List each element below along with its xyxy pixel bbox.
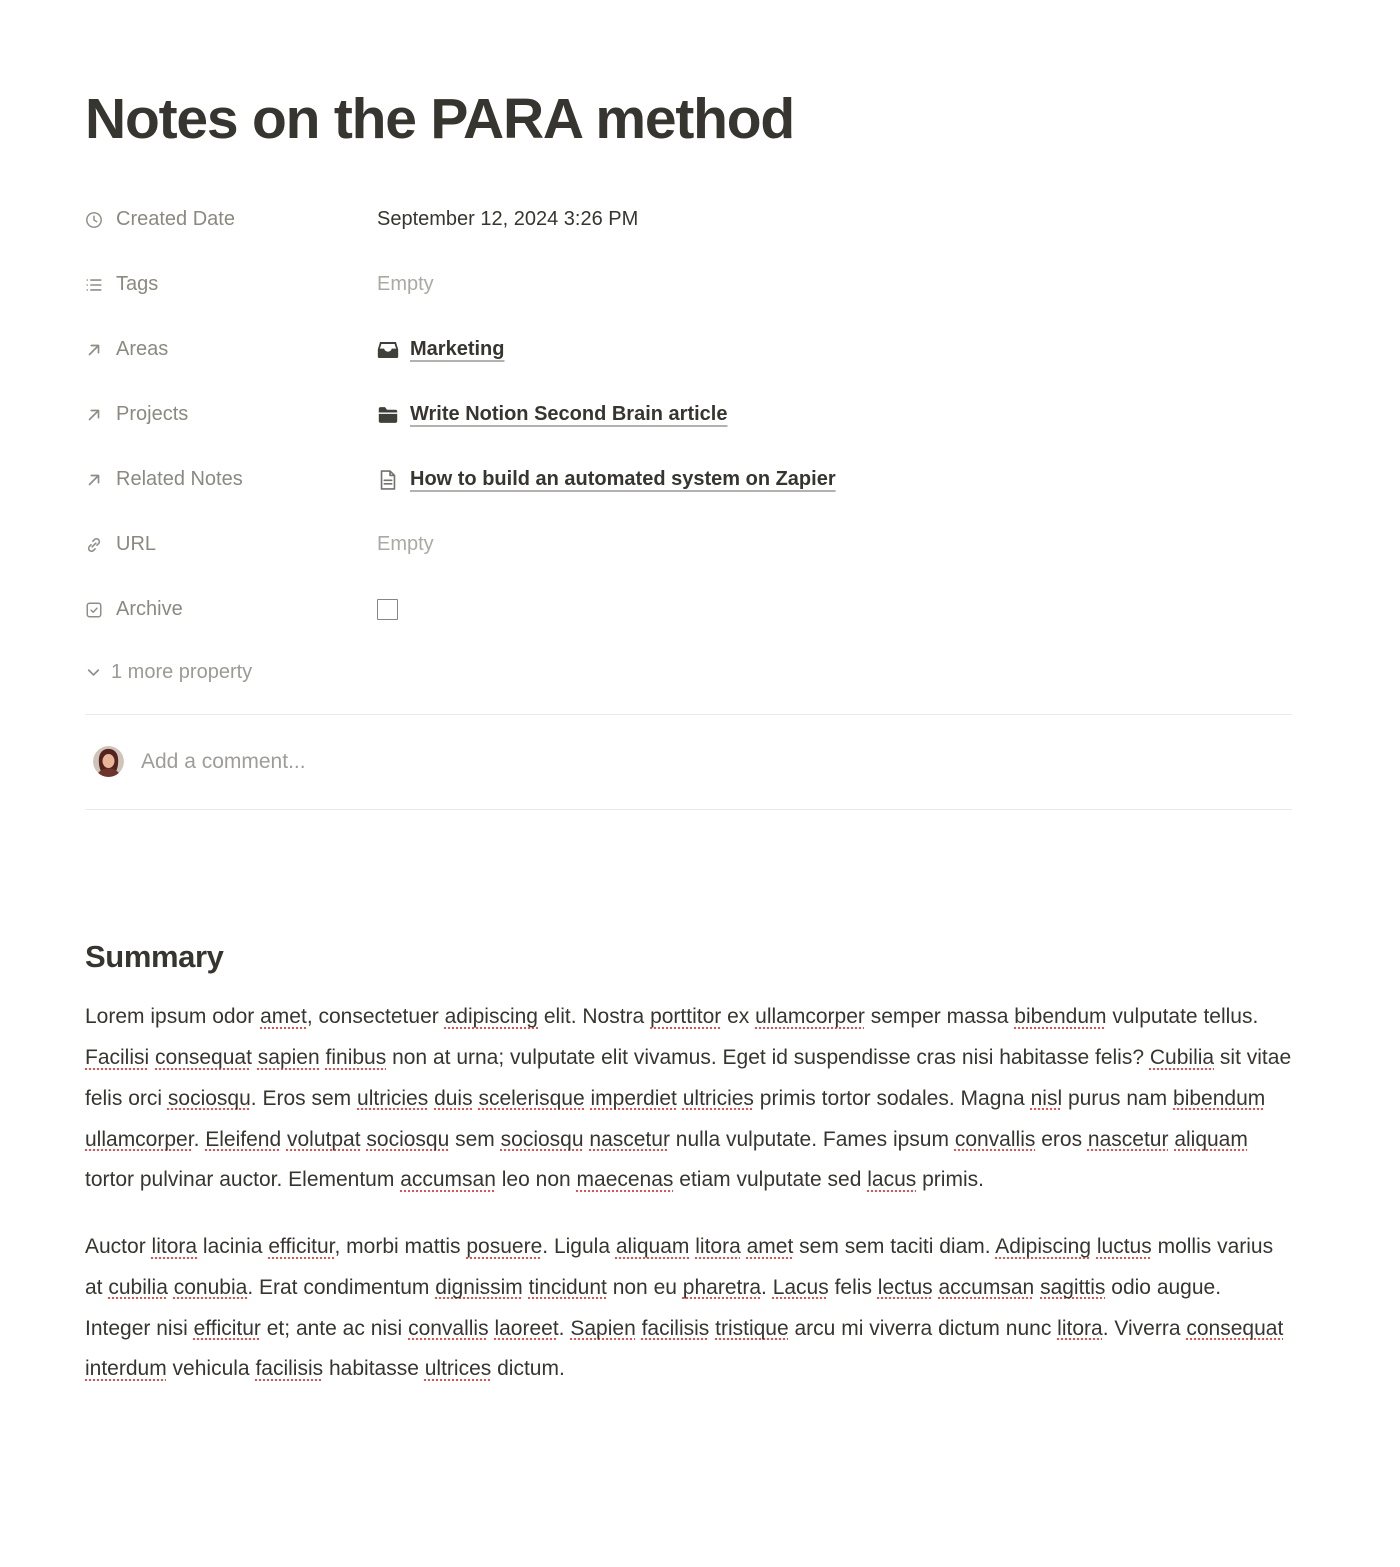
property-row-url <box>85 512 1292 577</box>
relation-title: Marketing <box>410 338 505 361</box>
relation-title: How to build an automated system on Zapier <box>410 468 836 491</box>
property-label-tags[interactable] <box>85 273 377 296</box>
more-properties-label: 1 more property <box>111 660 253 683</box>
paragraph[interactable]: Auctor litora lacinia efficitur, morbi mattis posuere. Ligula aliquam litora amet sem sem taciti diam. Adipiscing luctus mollis varius at cubilia conubia. Erat condimentum dignissim tincidunt non eu pharetra. Lacus felis lectus accumsan sagittis odio augue. Integer nisi efficitur et; ante ac nisi convallis laoreet. Sapien facilisis tristique arcu mi viverra dictum nunc litora. Viverra consequat interdum vehicula facilisis habitasse ultrices dictum. <box>85 1235 1284 1381</box>
property-label-text: Created Date <box>116 208 235 231</box>
property-row-projects <box>85 382 1292 447</box>
property-label-text: Projects <box>116 403 189 426</box>
property-value-areas <box>377 330 504 370</box>
property-table <box>85 187 1292 702</box>
property-row-created-date <box>85 187 1292 252</box>
property-value-projects <box>377 395 727 435</box>
property-row-archive <box>85 577 1292 642</box>
property-row-tags <box>85 252 1292 317</box>
page-body <box>85 939 1292 1390</box>
divider <box>85 809 1292 810</box>
property-row-related-notes <box>85 447 1292 512</box>
link-icon <box>85 536 103 554</box>
property-label-text: Tags <box>116 273 159 296</box>
arrow-up-right-icon <box>85 406 103 424</box>
checkbox-icon <box>85 601 103 619</box>
created-date-value: September 12, 2024 3:26 PM <box>377 208 639 231</box>
clock-icon <box>85 211 103 229</box>
property-label-areas[interactable] <box>85 338 377 361</box>
property-value-created-date[interactable] <box>377 200 638 240</box>
document-icon <box>377 469 399 491</box>
summary-heading[interactable]: Summary <box>85 939 224 975</box>
relation-title: Write Notion Second Brain article <box>410 403 728 426</box>
relation-link-note[interactable] <box>377 468 836 491</box>
property-label-projects[interactable] <box>85 403 377 426</box>
property-value-related-notes <box>377 460 836 500</box>
arrow-up-right-icon <box>85 471 103 489</box>
comment-placeholder: Add a comment... <box>141 749 306 773</box>
empty-value: Empty <box>377 533 434 556</box>
chevron-down-icon <box>85 664 102 681</box>
inbox-icon <box>377 339 399 361</box>
list-icon <box>85 276 103 294</box>
property-value-tags[interactable] <box>377 265 434 305</box>
empty-value: Empty <box>377 273 434 296</box>
folder-icon <box>377 404 399 426</box>
property-label-text: Areas <box>116 338 169 361</box>
property-value-archive <box>377 590 398 630</box>
property-label-text: Archive <box>116 598 183 621</box>
more-properties-toggle[interactable] <box>85 642 1292 702</box>
body-text <box>85 997 1292 1390</box>
user-avatar <box>93 746 124 777</box>
property-label-text: Related Notes <box>116 468 243 491</box>
arrow-up-right-icon <box>85 341 103 359</box>
paragraph[interactable]: Lorem ipsum odor amet, consectetuer adipiscing elit. Nostra porttitor ex ullamcorper semper massa bibendum vulputate tellus. Facilisi consequat sapien finibus non at urna; vulputate elit vivamus. Eget id suspendisse cras nisi habitasse felis? Cubilia sit vitae felis orci sociosqu. Eros sem ultricies duis scelerisque imperdiet ultricies primis tortor sodales. Magna nisl purus nam bibendum ullamcorper. Eleifend volutpat sociosqu sem sociosqu nascetur nulla vulputate. Fames ipsum convallis eros nascetur aliquam tortor pulvinar auctor. Elementum accumsan leo non maecenas etiam vulputate sed lacus primis. <box>85 1005 1292 1192</box>
property-label-related-notes[interactable] <box>85 468 377 491</box>
comment-input[interactable] <box>85 715 1292 809</box>
archive-checkbox[interactable] <box>377 599 398 620</box>
relation-link-marketing[interactable] <box>377 338 504 361</box>
property-label-text: URL <box>116 533 157 556</box>
page-title[interactable]: Notes on the PARA method <box>85 87 795 151</box>
property-label-url[interactable] <box>85 533 377 556</box>
property-label-archive[interactable] <box>85 598 377 621</box>
property-value-url[interactable] <box>377 525 434 565</box>
relation-link-project[interactable] <box>377 403 727 426</box>
property-label-created-date[interactable] <box>85 208 377 231</box>
property-row-areas <box>85 317 1292 382</box>
